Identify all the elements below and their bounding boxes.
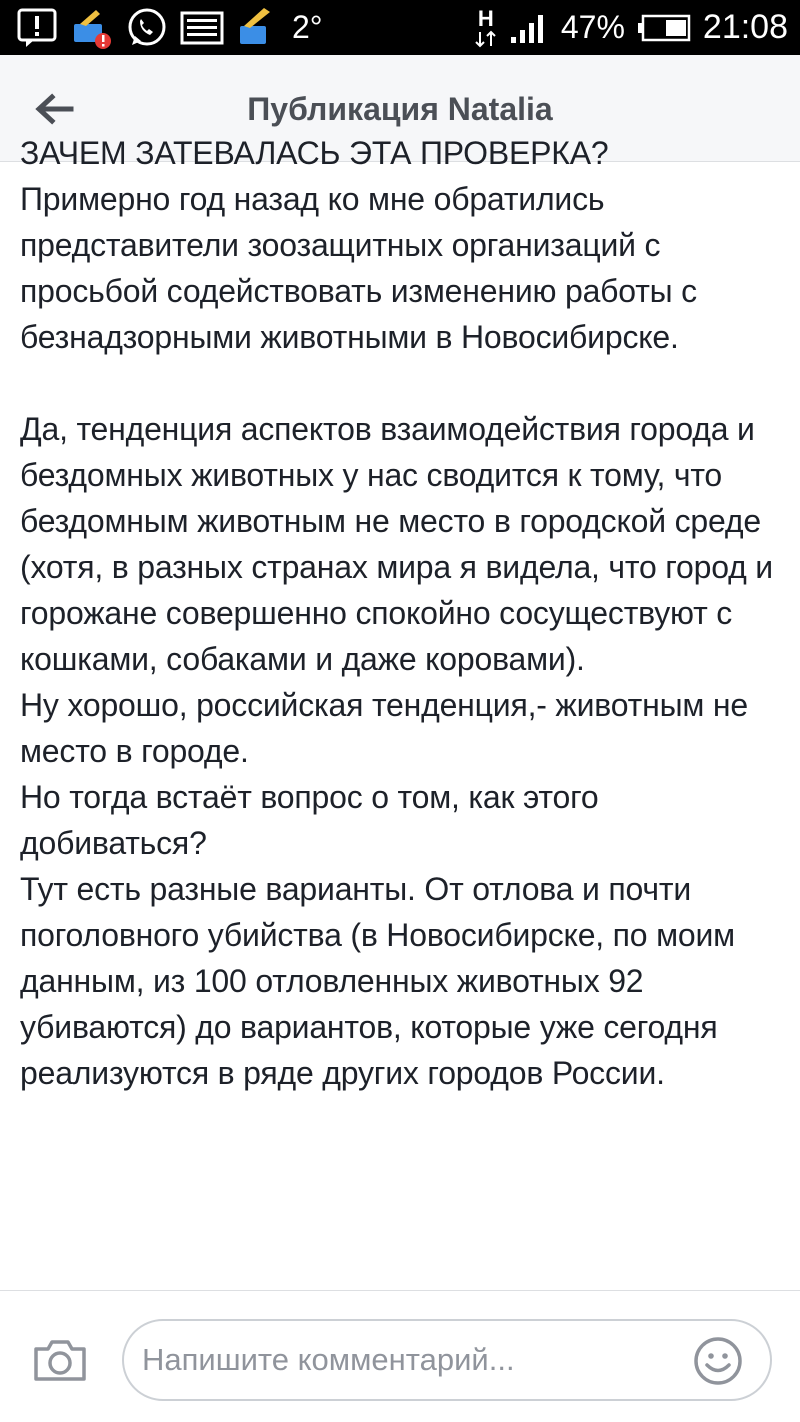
cleaner-warning-icon: [70, 6, 114, 50]
post-text: [20, 130, 790, 1096]
battery-icon: [637, 13, 691, 43]
comment-input[interactable]: [142, 1335, 682, 1385]
gallery-icon: [180, 9, 224, 47]
status-bar: [0, 0, 800, 55]
camera-button[interactable]: [32, 1337, 88, 1383]
post-paragraph-spacer: [20, 360, 790, 406]
post-partial-heading: ЗАЧЕМ ЗАТЕВАЛАСЬ ЭТА ПРОВЕРКА?: [20, 135, 609, 171]
post-paragraph: Примерно год назад ко мне обратились представители зоозащитных организаций с просьбой содействовать изменению работы с безнадзорными животными в Новосибирске.: [20, 181, 697, 355]
comment-input-container[interactable]: [122, 1319, 772, 1401]
post-paragraph: Но тогда встаёт вопрос о том, как этого добиваться?: [20, 779, 599, 861]
temperature-label: 2°: [292, 9, 323, 45]
post-paragraph: Ну хорошо, российская тенденция,- животным не место в городе.: [20, 687, 748, 769]
status-right: [475, 5, 788, 48]
post-content[interactable]: [0, 135, 800, 1290]
clock: 21:08: [702, 8, 788, 46]
network-type-label: H: [477, 5, 494, 31]
post-paragraph: Тут есть разные варианты. От отлова и почти поголовного убийства (в Новосибирске, по моим данным, из 100 отловленных животных 92 убиваются) до вариантов, которые уже сегодня реализуются в ряде других городов России.: [20, 871, 735, 1091]
emoji-button[interactable]: [692, 1335, 744, 1387]
alert-notification-icon: [16, 7, 58, 49]
page-title: Публикация Natalia: [247, 91, 553, 127]
comment-composer: [0, 1290, 800, 1422]
signal-strength-icon: [509, 11, 549, 45]
status-left: [16, 6, 323, 50]
broom-icon: [236, 6, 280, 50]
camera-icon: [32, 1337, 88, 1383]
smiley-icon: [692, 1335, 744, 1387]
battery-percent: 47%: [560, 9, 625, 45]
network-h-icon: [475, 5, 497, 48]
post-paragraph: Да, тенденция аспектов взаимодействия города и бездомных животных у нас сводится к тому, что бездомным животным не место в городской среде (хотя, в разных странах мира я видела, что город и горожане совершенно спокойно сосуществуют с кошками, собаками и даже коровами).: [20, 411, 773, 677]
whatsapp-icon: [126, 7, 168, 49]
